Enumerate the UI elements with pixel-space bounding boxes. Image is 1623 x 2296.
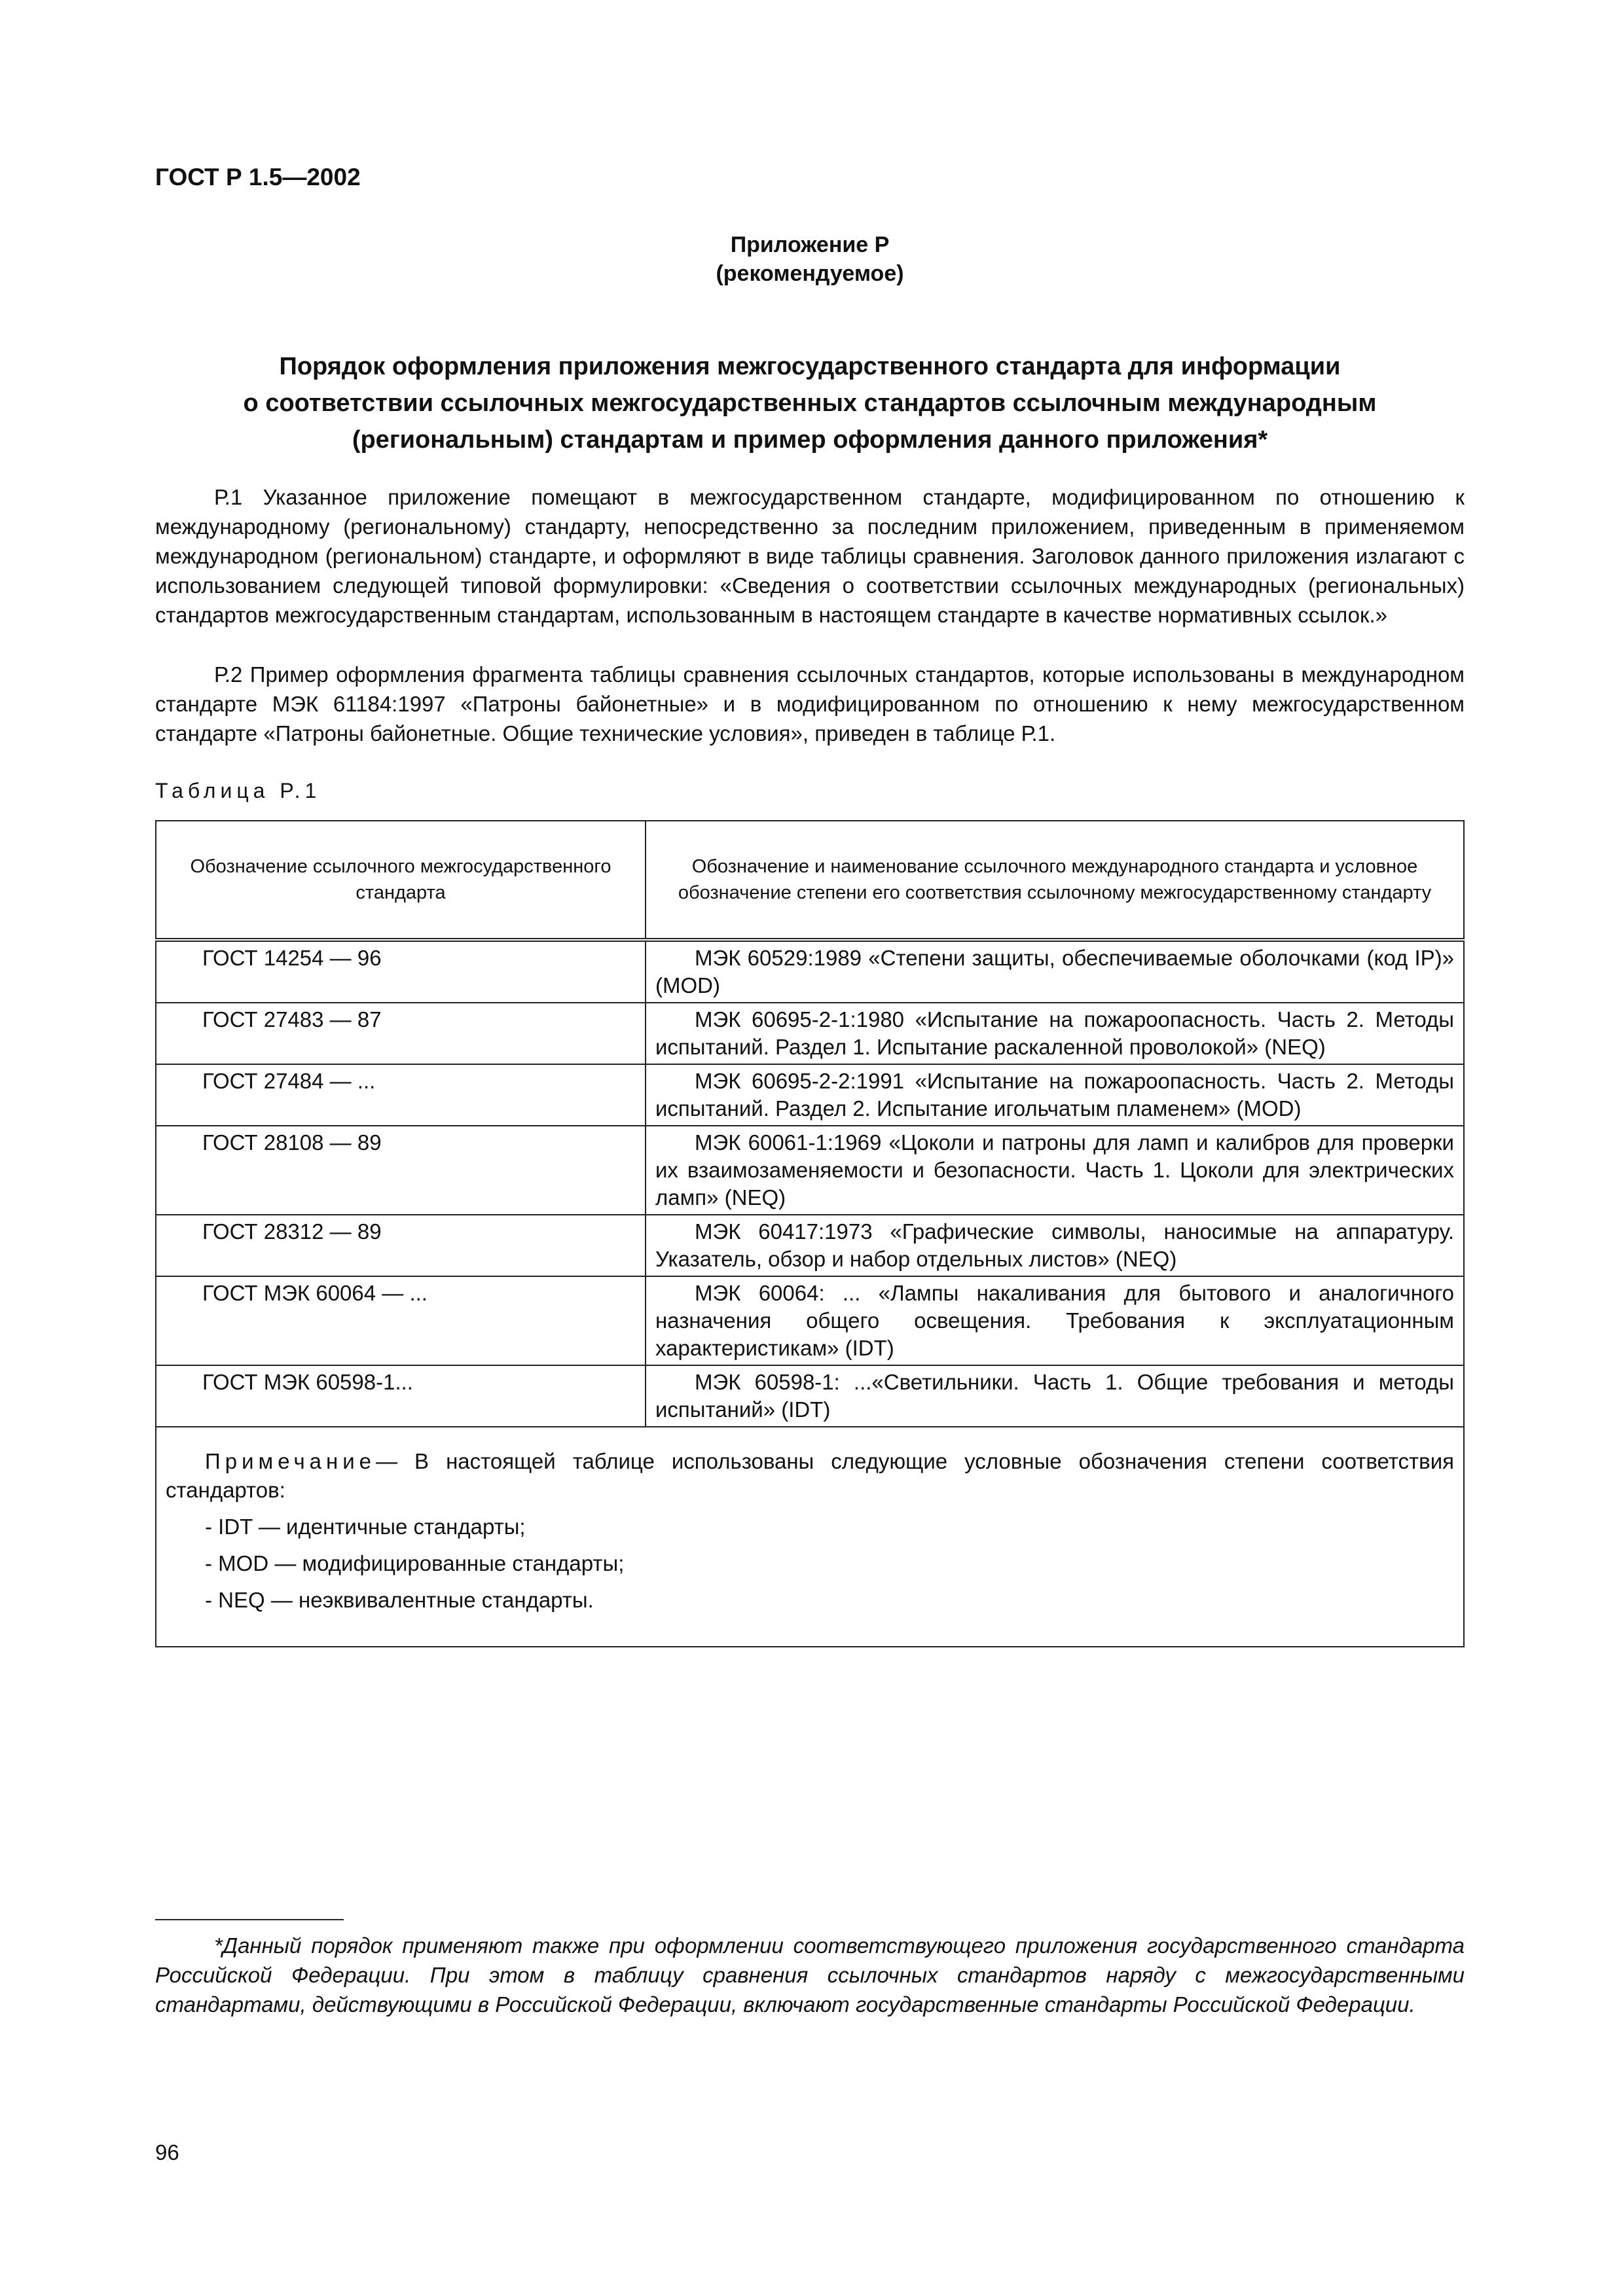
table-row bbox=[156, 1126, 1464, 1215]
table-note-row bbox=[156, 1427, 1464, 1647]
table-label: Таблица Р.1 bbox=[155, 779, 321, 802]
table-row bbox=[156, 1276, 1464, 1365]
intl-cell: МЭК 60064: ... «Лампы накаливания для бытового и аналогичного назначения общего освещения. Требования к эксплуатационным характеристикам» (IDT) bbox=[646, 1276, 1464, 1365]
table-row bbox=[156, 1215, 1464, 1276]
paragraph-p2: Р.2 Пример оформления фрагмента таблицы сравнения ссылочных стандартов, которые использованы в международном стандарте МЭК 61184:1997 «Патроны байонетные» и в модифицированном по отношению к нему межгосударственном стандарте «Патроны байонетные. Общие технические условия», приведен в таблице Р.1. bbox=[155, 662, 1465, 745]
gost-cell: ГОСТ 28312 — 89 bbox=[156, 1215, 646, 1276]
note-heading bbox=[166, 1447, 1454, 1505]
note-label: Примечание bbox=[205, 1449, 376, 1473]
table-row bbox=[156, 1064, 1464, 1126]
intl-cell: МЭК 60695-2-2:1991 «Испытание на пожароопасность. Часть 2. Методы испытаний. Раздел 2. Испытание игольчатым пламенем» (MOD) bbox=[646, 1064, 1464, 1126]
note-item: - IDT — идентичные стандарты; bbox=[205, 1515, 526, 1539]
comparison-table bbox=[155, 820, 1465, 1647]
gost-cell: ГОСТ МЭК 60064 — ... bbox=[156, 1276, 646, 1365]
intl-cell: МЭК 60061-1:1969 «Цоколи и патроны для ламп и калибров для проверки их взаимозаменяемости и безопасности. Часть 1. Цоколи для электрических ламп» (NEQ) bbox=[646, 1126, 1464, 1215]
table-note bbox=[156, 1427, 1464, 1647]
paragraph-p1: Р.1 Указанное приложение помещают в межгосударственном стандарте, модифицированном по отношению к международному (региональному) стандарту, непосредственно за последним приложением, приведенным в применяемом международном (региональном) стандарте, и оформляют в виде таблицы сравнения. Заголовок данного приложения излагают с использованием следующей типовой формулировки: «Сведения о соответствии ссылочных международных (региональных) стандартов межгосударственным стандартам, использованным в настоящем стандарте в качестве нормативных ссылок.» bbox=[155, 485, 1465, 627]
table-row bbox=[156, 1003, 1464, 1064]
intl-cell: МЭК 60529:1989 «Степени защиты, обеспечиваемые оболочками (код IP)» (MOD) bbox=[646, 940, 1464, 1003]
annex-heading bbox=[155, 348, 1465, 458]
heading-line: о соответствии ссылочных межгосударственных стандартов ссылочным международным bbox=[243, 389, 1377, 417]
gost-cell: ГОСТ 28108 — 89 bbox=[156, 1126, 646, 1215]
note-text: — В настоящей таблице использованы следующие условные обозначения степени соответствия стандартов: bbox=[166, 1449, 1454, 1502]
footnote-divider bbox=[155, 1919, 344, 1920]
gost-cell: ГОСТ 14254 — 96 bbox=[156, 940, 646, 1003]
intl-cell: МЭК 60695-2-1:1980 «Испытание на пожароопасность. Часть 2. Методы испытаний. Раздел 1. Испытание раскаленной проволокой» (NEQ) bbox=[646, 1003, 1464, 1064]
footnote: *Данный порядок применяют также при оформлении соответствующего приложения государственного стандарта Российской Федерации. При этом в таблицу сравнения ссылочных стандартов наряду с межгосударственными стандартами, действующими в Российской Федерации, включают государственные стандарты Российской Федерации. bbox=[155, 1933, 1465, 2017]
note-item: - NEQ — неэквивалентные стандарты. bbox=[205, 1588, 594, 1612]
header-gost: Обозначение ссылочного межгосударственного стандарта bbox=[156, 821, 646, 940]
gost-cell: ГОСТ МЭК 60598-1... bbox=[156, 1365, 646, 1427]
note-item: - MOD — модифицированные стандарты; bbox=[205, 1551, 625, 1575]
annex-title: Приложение Р bbox=[730, 232, 890, 257]
heading-line: (региональным) стандартам и пример оформления данного приложения* bbox=[352, 426, 1268, 454]
gost-cell: ГОСТ 27483 — 87 bbox=[156, 1003, 646, 1064]
header-intl: Обозначение и наименование ссылочного международного стандарта и условное обозначение степени его соответствия ссылочному межгосударственному стандарту bbox=[646, 821, 1464, 940]
document-code: ГОСТ Р 1.5—2002 bbox=[155, 164, 361, 190]
intl-cell: МЭК 60417:1973 «Графические символы, наносимые на аппаратуру. Указатель, обзор и набор отдельных листов» (NEQ) bbox=[646, 1215, 1464, 1276]
gost-cell: ГОСТ 27484 — ... bbox=[156, 1064, 646, 1126]
table-row bbox=[156, 1365, 1464, 1427]
heading-line: Порядок оформления приложения межгосударственного стандарта для информации bbox=[279, 353, 1341, 380]
annex-status: (рекомендуемое) bbox=[716, 261, 904, 286]
table-row bbox=[156, 940, 1464, 1003]
table-header-row bbox=[156, 821, 1464, 940]
intl-cell: МЭК 60598-1: ...«Светильники. Часть 1. Общие требования и методы испытаний» (IDT) bbox=[646, 1365, 1464, 1427]
page-number: 96 bbox=[155, 2140, 179, 2164]
annex-title-block bbox=[155, 230, 1465, 288]
